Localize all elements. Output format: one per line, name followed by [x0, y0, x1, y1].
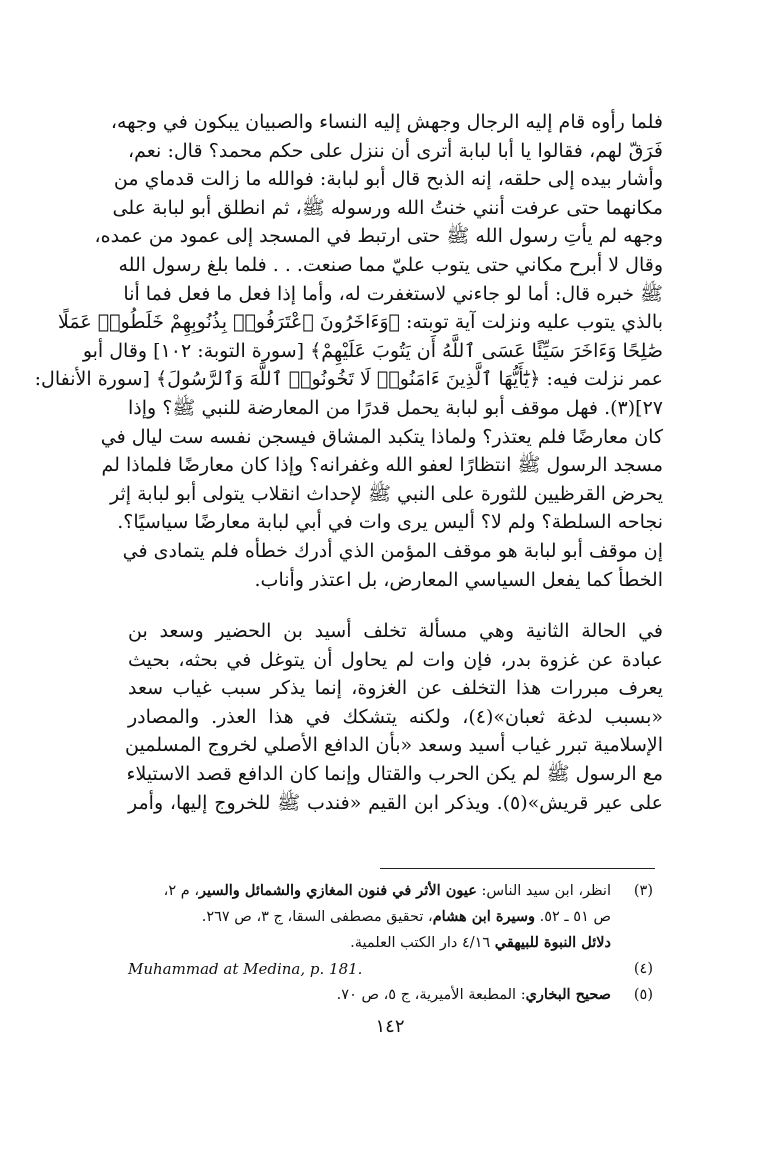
text-line: مع الرسول ﷺ لم يكن الحرب والقتال وإنما كان الدافع قصد الاستيلاء	[126, 763, 663, 786]
text-line: عمر نزلت فيه: ﴿يَٰٓأَيُّهَا ٱلَّذِينَ ءَامَنُوا۟ لَا تَخُونُوا۟ ٱللَّهَ وَٱلرَّسُولَ﴾ [سورة الأنفال:	[34, 368, 663, 391]
text-line: الخطأ كما يفعل السياسي المعارض، بل اعتذر وأناب.	[254, 568, 663, 591]
text-line: صَٰلِحًا وَءَاخَرَ سَيِّئًا عَسَى ٱللَّهُ أَن يَتُوبَ عَلَيْهِمْ﴾ [سورة التوبة: ١٠٢] وقال أبو	[82, 339, 663, 362]
text-line: نجاحه السلطة؟ ولم لا؟ أليس يرى وات في أبي لبابة معارضًا سياسيًا؟.	[117, 511, 663, 534]
book-title: صحيح البخاري	[525, 986, 611, 1003]
footnote-separator	[380, 868, 655, 869]
footnotes	[128, 878, 653, 1008]
text-line: «بسبب لدغة ثعبان»(٤)، ولكنه يتشكك في هذا العذر. والمصادر	[128, 705, 663, 728]
book-title: عيون الأثر في فنون المغازي والشمائل والسير	[199, 882, 477, 899]
footnote-text: صحيح البخاري: المطبعة الأميرية، ج ٥، ص ٧٠.	[336, 986, 611, 1003]
text-line: عبادة عن غزوة بدر، فإن وات لم يحاول أن يتوغل في بحثه، بحيث	[128, 648, 663, 671]
paragraph-gap	[128, 594, 663, 617]
footnote-number: (٥)	[633, 987, 653, 1003]
text-line: فلما رأوه قام إليه الرجال وجهش إليه النساء والصبيان يبكون في وجهه،	[110, 111, 663, 133]
footnote-text: انظر، ابن سيد الناس: عيون الأثر في فنون المغازي والشمائل والسير، م ٢،	[163, 882, 611, 899]
footnote-3-line-2	[128, 904, 653, 930]
text-line: مسجد الرسول ﷺ انتظارًا لعفو الله وغفرانه؟ وإذا كان معارضًا فلماذا لم	[101, 454, 663, 477]
footnote-text: ص ٥١ ـ ٥٢. وسيرة ابن هشام، تحقيق مصطفى السقا، ج ٣، ص ٢٦٧.	[201, 908, 611, 925]
text-line: إن موقف أبو لبابة هو موقف المؤمن الذي أدرك خطأه فلم يتمادى في	[122, 539, 663, 562]
text-line: في الحالة الثانية وهي مسألة تخلف أسيد بن الحضير وسعد بن	[128, 620, 663, 643]
text-line: بالذي يتوب عليه ونزلت آية توبته: ﴿وَءَاخَرُونَ ٱعْتَرَفُوا۟ بِذُنُوبِهِمْ خَلَطُوا۟ عَمَلًا	[58, 311, 663, 334]
footnote-number: (٤)	[633, 961, 653, 977]
text-line: ٢٧](٣). فهل موقف أبو لبابة يحمل قدرًا من المعارضة للنبي ﷺ؟ وإذا	[128, 396, 663, 419]
text-line: وقال لا أبرح مكاني حتى يتوب عليّ مما صنعت. . . فلما بلغ رسول الله	[118, 253, 663, 276]
text-line: وأشار بيده إلى حلقه، إنه الذبح قال أبو لبابة: فوالله ما زالت قدماي من	[113, 168, 663, 191]
footnote-5	[128, 982, 653, 1008]
text-line: فَرَقّ لهم، فقالوا يا أبا لبابة أترى أن ننزل على حكم محمد؟ قال: نعم،	[128, 139, 663, 162]
book-title: دلائل النبوة للبيهقي	[494, 934, 611, 951]
text-line: كان معارضًا فلم يعتذر؟ ولماذا يتكبد المشاق فيسجن نفسه ست ليال في	[100, 425, 663, 448]
footnote-number: (٣)	[633, 883, 653, 899]
paragraph-2	[125, 617, 664, 817]
book-title: وسيرة ابن هشام	[432, 908, 536, 925]
footnote-4	[128, 956, 653, 982]
footnote-3-line-3	[128, 930, 653, 956]
footnote-english-reference: Muhammad at Medina, p. 181.	[128, 960, 363, 978]
footnote-3-line-1	[128, 878, 653, 904]
text-line: ﷺ خبره قال: أما لو جاءني لاستغفرت له، وأما إذا فعل ما فعل فما أنا	[123, 282, 663, 305]
footnote-text: دلائل النبوة للبيهقي ٤/١٦ دار الكتب العلمية.	[350, 934, 611, 951]
text-line: على عير قريش»(٥). ويذكر ابن القيم «فندب ﷺ للخروج إليها، وأمر	[128, 791, 664, 814]
text-line: مكانهما حتى عرفت أنني خنتُ الله ورسوله ﷺ، ثم انطلق أبو لبابة على	[112, 196, 663, 219]
text-line: يعرف مبررات هذا التخلف عن الغزوة، إنما يذكر سبب غياب سعد	[128, 677, 663, 700]
page-number: ١٤٢	[375, 1016, 405, 1037]
text-line: يحرض القرظيين للثورة على النبي ﷺ لإحداث انقلاب يتولى أبو لبابة إثر	[109, 482, 663, 505]
text-line: الإسلامية تبرر غياب أسيد وسعد «بأن الدافع الأصلي لخروج المسلمين	[125, 734, 663, 757]
paragraph-1	[34, 108, 663, 594]
main-text	[34, 108, 664, 817]
text-line: وجهه لم يأتِ رسول الله ﷺ حتى ارتبط في المسجد إلى عمود من عمده،	[94, 225, 663, 248]
